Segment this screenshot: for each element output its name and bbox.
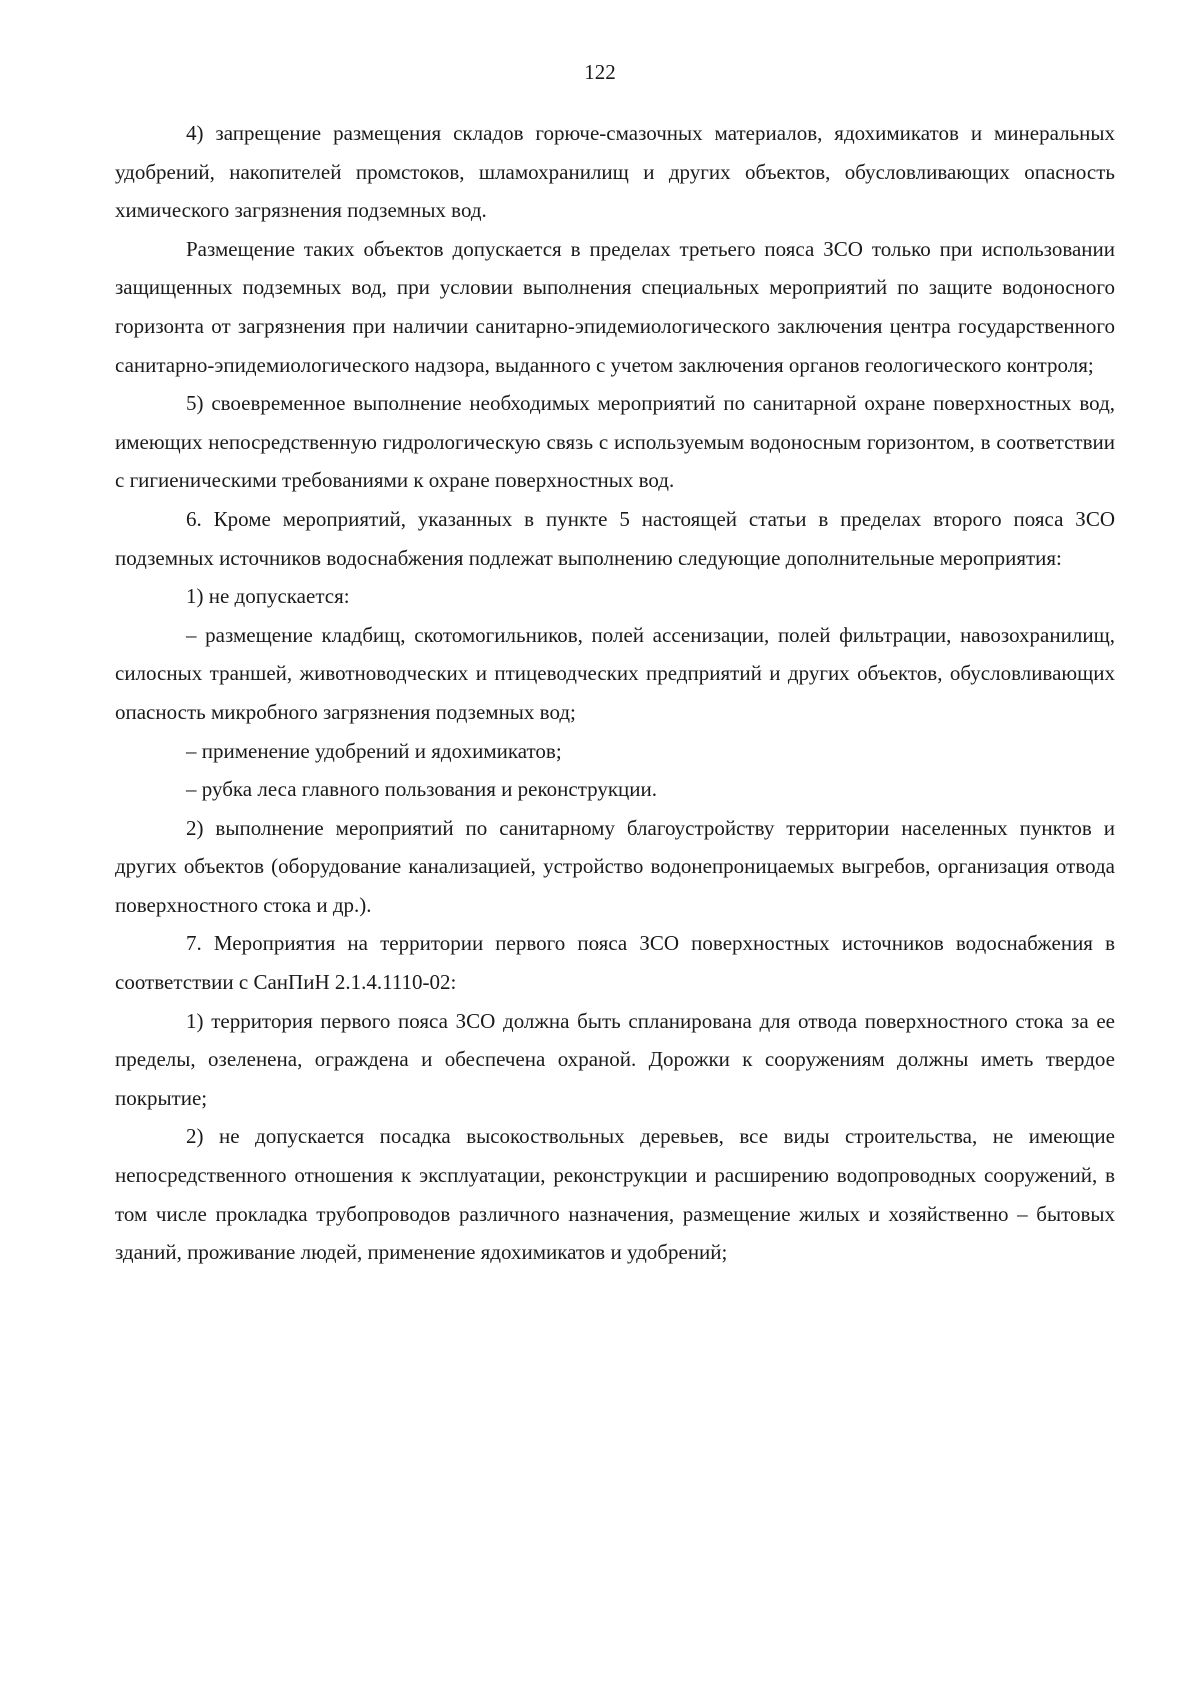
paragraph: 4) запрещение размещения складов горюче-смазочных материалов, ядохимикатов и минеральных удобрений, накопителей промстоков, шламохранилищ и других объектов, обусловливающих опасность химического загрязнения подземных вод. xyxy=(115,121,1115,223)
paragraph: – рубка леса главного пользования и реконструкции. xyxy=(186,777,658,802)
paragraph: 7. Мероприятия на территории первого пояса ЗСО поверхностных источников водоснабжения в соответствии с СанПиН 2.1.4.1110-02: xyxy=(115,931,1115,995)
paragraph: 1) территория первого пояса ЗСО должна быть спланирована для отвода поверхностного стока за ее пределы, озеленена, ограждена и обеспечена охраной. Дорожки к сооружениям должны иметь твердое покрытие; xyxy=(115,1008,1115,1110)
paragraph: 2) выполнение мероприятий по санитарному благоустройству территории населенных пунктов и других объектов (оборудование канализацией, устройство водонепроницаемых выгребов, организация отвода поверхностного стока и др.). xyxy=(115,815,1115,917)
paragraph: 1) не допускается: xyxy=(186,584,350,609)
paragraph: 5) своевременное выполнение необходимых мероприятий по санитарной охране поверхностных вод, имеющих непосредственную гидрологическую связь с используемым водоносным горизонтом, в соответствии с гигиеническими требованиями к охране поверхностных вод. xyxy=(115,391,1115,493)
paragraph: – размещение кладбищ, скотомогильников, полей ассенизации, полей фильтрации, навозохранилищ, силосных траншей, животноводческих и птицеводческих предприятий и других объектов, обусловливающих опасность микробного загрязнения подземных вод; xyxy=(115,622,1115,724)
document-body xyxy=(115,114,1115,1272)
paragraph: – применение удобрений и ядохимикатов; xyxy=(186,738,562,763)
paragraph: Размещение таких объектов допускается в пределах третьего пояса ЗСО только при использовании защищенных подземных вод, при условии выполнения специальных мероприятий по защите водоносного горизонта от загрязнения при наличии санитарно-эпидемиологического заключения центра государственного санитарно-эпидемиологического надзора, выданного с учетом заключения органов геологического контроля; xyxy=(115,236,1115,377)
page-number: 122 xyxy=(584,60,616,84)
paragraph: 2) не допускается посадка высокоствольных деревьев, все виды строительства, не имеющие непосредственного отношения к эксплуатации, реконструкции и расширению водопроводных сооружений, в том числе прокладка трубопроводов различного назначения, размещение жилых и хозяйственно – бытовых зданий, проживание людей, применение ядохимикатов и удобрений; xyxy=(115,1124,1115,1265)
paragraph: 6. Кроме мероприятий, указанных в пункте 5 настоящей статьи в пределах второго пояса ЗСО подземных источников водоснабжения подлежат выполнению следующие дополнительные мероприятия: xyxy=(115,506,1115,570)
